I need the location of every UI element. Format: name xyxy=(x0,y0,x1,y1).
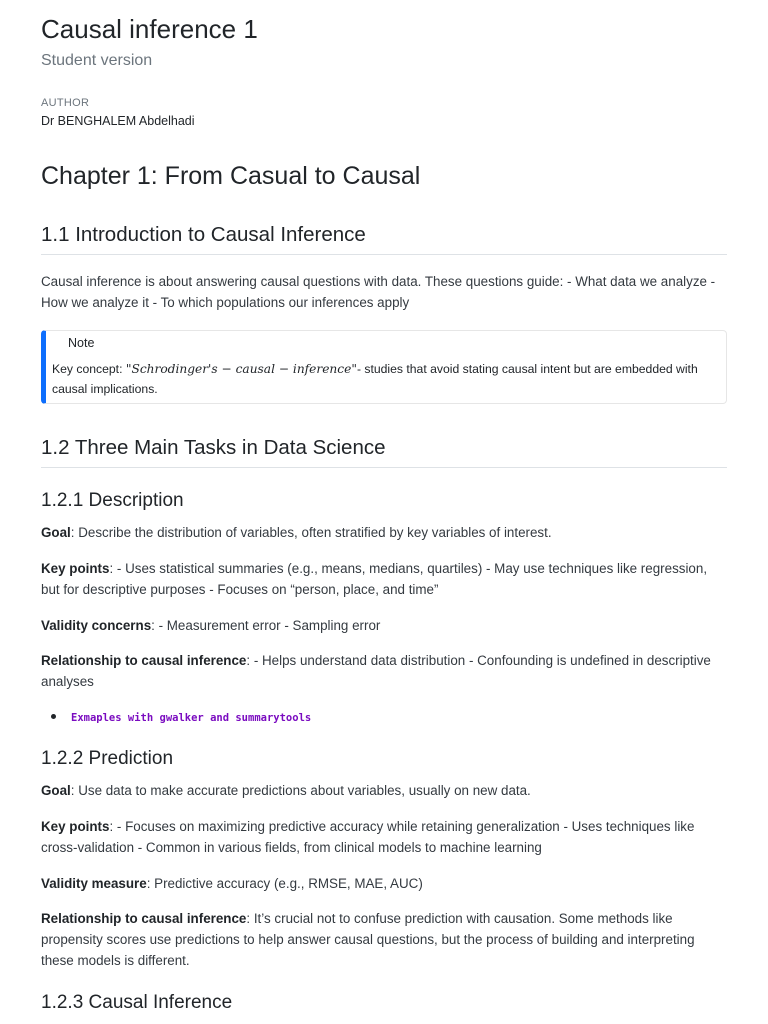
note-body xyxy=(52,359,716,399)
prediction-key-points xyxy=(41,816,727,858)
validity-label: Validity concerns xyxy=(41,618,152,633)
page-subtitle: Student version xyxy=(41,52,153,69)
key-points-label: Key points xyxy=(41,819,110,834)
description-relationship xyxy=(41,650,727,692)
note-title: Note xyxy=(68,336,95,350)
validity-text: : Predictive accuracy (e.g., RMSE, MAE, AUC) xyxy=(146,876,423,891)
section-heading-1-1: 1.1 Introduction to Causal Inference xyxy=(41,223,727,255)
description-validity xyxy=(41,615,727,636)
intro-paragraph: Causal inference is about answering causal questions with data. These questions guide: - What data we analyze - How we analyze it - To which populations our inferences apply xyxy=(41,274,716,310)
examples-link[interactable]: Exmaples with gwalker and summarytools xyxy=(71,712,312,724)
author-label: AUTHOR xyxy=(41,97,90,109)
subsection-heading-prediction: 1.2.2 Prediction xyxy=(41,748,174,769)
relationship-label: Relationship to causal inference xyxy=(41,653,247,668)
page-title: Causal inference 1 xyxy=(41,14,258,44)
relationship-text: : It’s crucial not to confuse prediction with causation. Some methods like propensity scores use predictions to help answer causal questions, but the process of building and interpreting these models is different. xyxy=(41,911,695,968)
description-goal xyxy=(41,522,727,543)
description-key-points xyxy=(41,558,727,600)
validity-label: Validity measure xyxy=(41,876,147,891)
chapter-heading: Chapter 1: From Casual to Causal xyxy=(41,162,421,190)
prediction-validity xyxy=(41,873,727,894)
prediction-relationship xyxy=(41,908,727,971)
relationship-label: Relationship to causal inference xyxy=(41,911,247,926)
section-heading-1-2: 1.2 Three Main Tasks in Data Science xyxy=(41,436,727,468)
note-math: "Schrodinger's − causal − inference" xyxy=(125,362,357,376)
goal-text: : Describe the distribution of variables, often stratified by key variables of interest. xyxy=(70,525,552,540)
goal-label: Goal xyxy=(41,525,71,540)
list-item xyxy=(71,708,311,726)
note-suffix: - studies that avoid stating causal intent but are embedded with causal implications. xyxy=(52,362,698,396)
key-points-text: : - Focuses on maximizing predictive accuracy while retaining generalization - Uses techniques like cross-validation - Common in various fields, from clinical models to machine learning xyxy=(41,819,695,855)
subsection-heading-description: 1.2.1 Description xyxy=(41,490,184,511)
note-callout xyxy=(41,330,727,404)
key-points-label: Key points xyxy=(41,561,110,576)
subsection-heading-causal: 1.2.3 Causal Inference xyxy=(41,992,233,1013)
prediction-goal xyxy=(41,780,727,801)
note-prefix: Key concept: xyxy=(52,362,126,376)
validity-text: : - Measurement error - Sampling error xyxy=(151,618,381,633)
examples-list xyxy=(41,708,311,726)
goal-text: : Use data to make accurate predictions about variables, usually on new data. xyxy=(70,783,531,798)
relationship-text: : - Helps understand data distribution - Confounding is undefined in descriptive analyses xyxy=(41,653,711,689)
key-points-text: : - Uses statistical summaries (e.g., means, medians, quartiles) - May use techniques like regression, but for descriptive purposes - Focuses on “person, place, and time” xyxy=(41,561,708,597)
goal-label: Goal xyxy=(41,783,71,798)
author-name: Dr BENGHALEM Abdelhadi xyxy=(41,114,195,128)
